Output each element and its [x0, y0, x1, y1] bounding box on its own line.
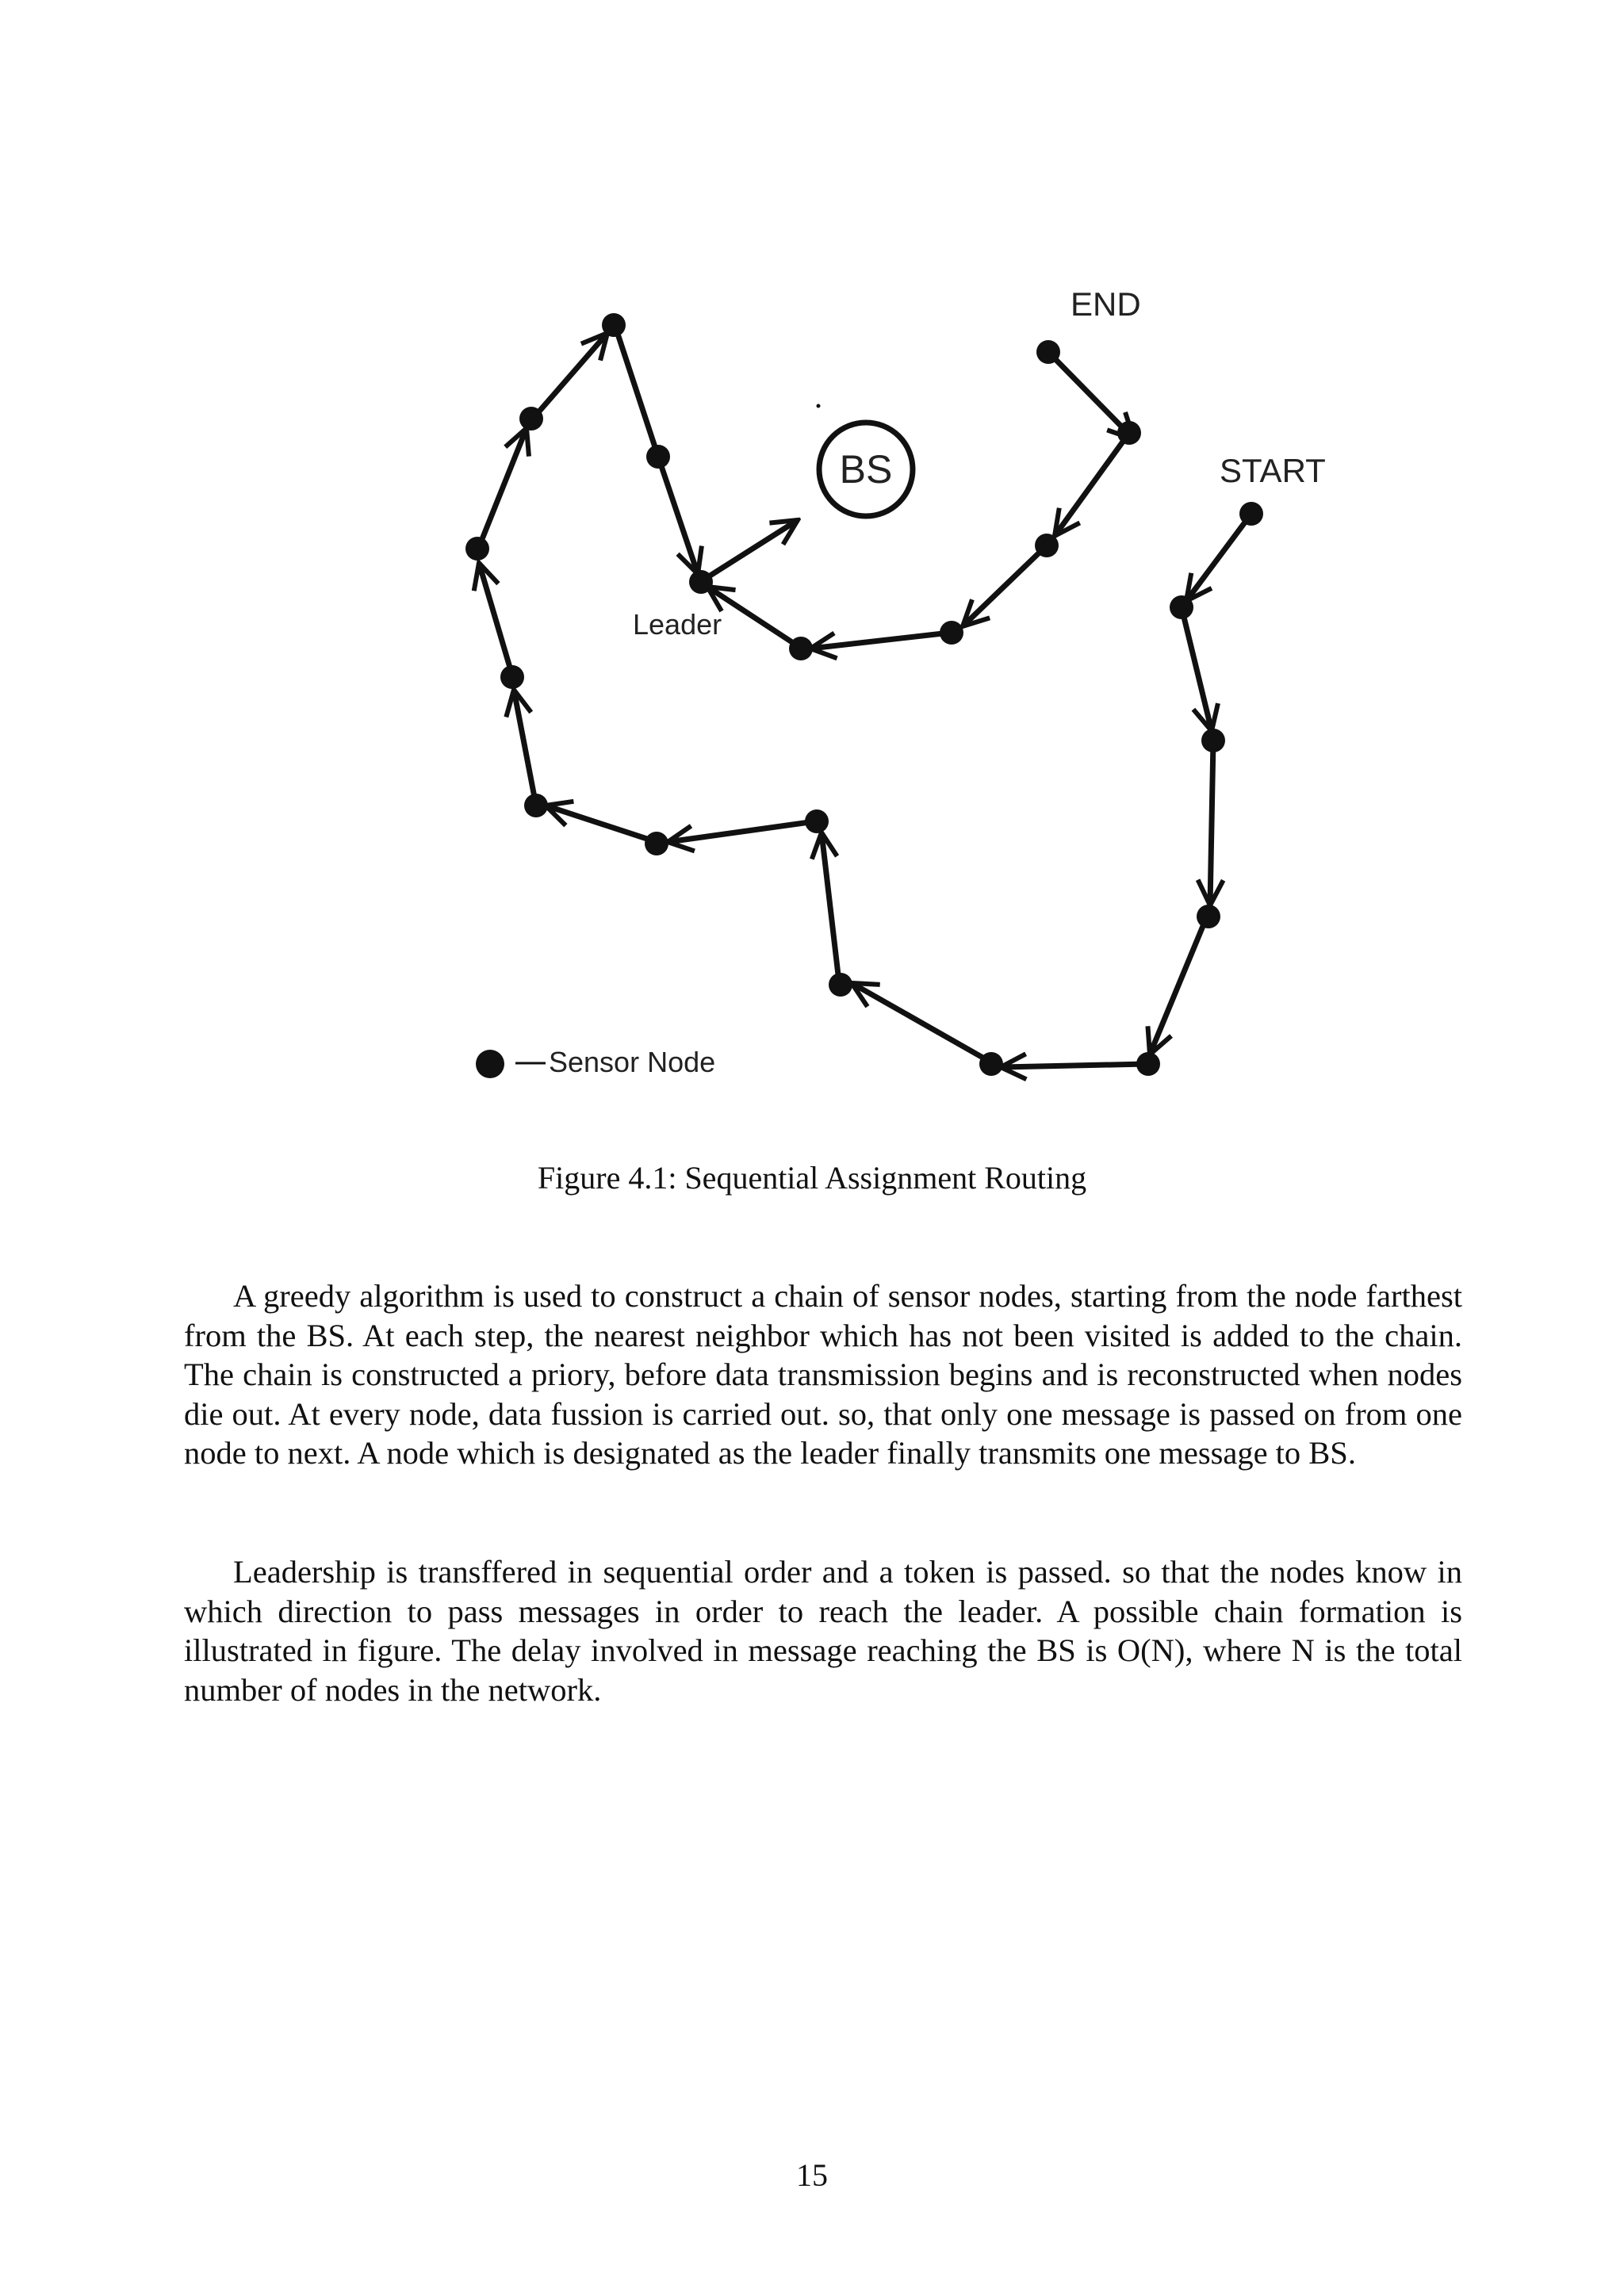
chain-arrow — [514, 690, 536, 806]
sensor-node — [1201, 729, 1225, 752]
sensor-node — [979, 1052, 1003, 1076]
sensor-node — [465, 537, 489, 561]
sensor-node — [500, 665, 524, 689]
legend-label: Sensor Node — [549, 1046, 716, 1078]
page-number: 15 — [796, 2157, 828, 2193]
leader-label: Leader — [633, 608, 722, 641]
sensor-node — [1197, 905, 1220, 928]
sensor-node — [789, 637, 813, 660]
sensor-node — [829, 973, 852, 997]
chain-arrow — [546, 806, 657, 842]
sensor-node — [805, 809, 829, 833]
start-label: START — [1220, 452, 1326, 489]
chain-arrow — [852, 983, 991, 1062]
chain-arrow — [810, 633, 950, 649]
sensor-node — [1035, 534, 1059, 557]
body-paragraph-1: A greedy algorithm is used to construct a chain of sensor nodes, starting from the node farthest from the BS. At each step, the nearest neighbor which has not been visited is added to the chain. The chain is constructed a priory, before data transmission begins and is reconstructed when nodes die out. At every node, data fussion is carried out. so, that only one message is passed on from one node to next. A node which is designated as the leader finally transmits one message to BS. — [184, 1278, 1462, 1471]
legend-node-icon — [476, 1050, 504, 1078]
chain-arrow — [615, 327, 658, 457]
chain-arrow — [658, 457, 698, 574]
sensor-node — [602, 313, 626, 337]
chain-arrow — [1210, 740, 1213, 905]
stray-dot — [817, 404, 821, 408]
sensor-node — [1239, 502, 1263, 526]
chain-arrow — [1182, 607, 1212, 731]
sensor-node — [1136, 1052, 1160, 1076]
chain-arrow — [479, 563, 512, 675]
chain-arrow — [822, 832, 839, 982]
chain-arrow — [479, 428, 527, 547]
body-paragraph-2: Leadership is transffered in sequential order and a token is passed. so that the nodes know in which direction to pass messages in order to reach the leader. A possible chain formation is illustrated in figure. The delay involved in message reaching the BS is O(N), where N is the total number of nodes in the network. — [184, 1554, 1462, 1708]
chain-arrow — [1055, 433, 1129, 536]
sensor-node — [1036, 340, 1060, 364]
sensor-node — [940, 621, 963, 645]
sensor-node — [519, 407, 543, 430]
sensor-node — [1170, 595, 1193, 619]
figure-caption: Figure 4.1: Sequential Assignment Routing — [537, 1160, 1087, 1196]
chain-arrow — [963, 545, 1047, 626]
chain-arrow — [533, 333, 607, 419]
sensor-node — [524, 794, 548, 817]
sensor-node — [1117, 421, 1141, 445]
end-label: END — [1071, 285, 1141, 323]
leader-node — [689, 570, 713, 594]
chain-arrow — [1001, 1064, 1147, 1067]
chain-arrow — [668, 821, 815, 842]
base-station-label: BS — [839, 447, 893, 492]
leader-to-bs-arrow — [703, 520, 798, 580]
chain-arrow — [1186, 514, 1251, 601]
sequential-assignment-routing-figure — [0, 0, 1624, 1126]
sensor-node — [646, 445, 670, 469]
chain-arrow — [1150, 916, 1207, 1054]
sensor-node — [645, 832, 668, 855]
